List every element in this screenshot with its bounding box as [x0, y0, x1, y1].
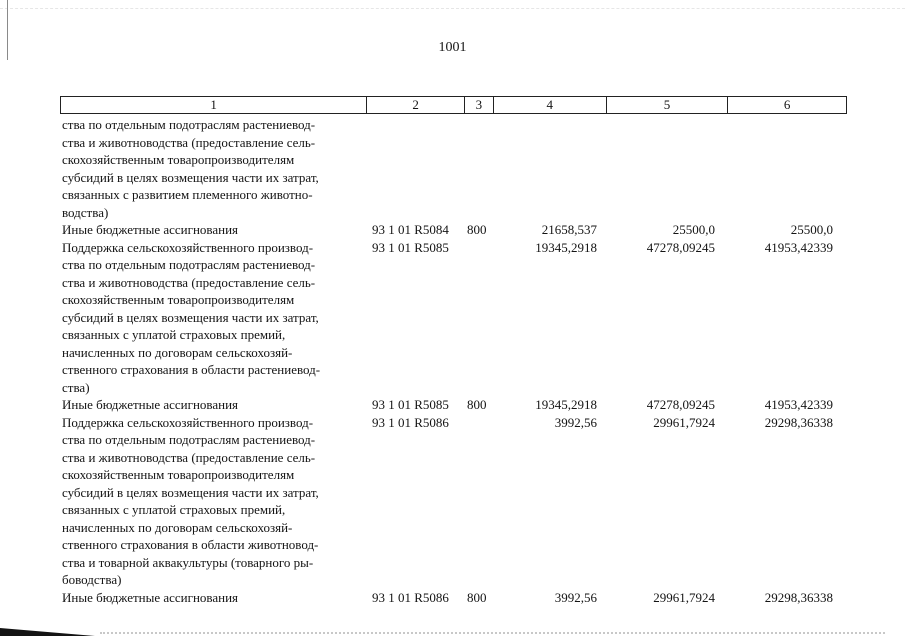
description-line: скохозяйственным товаропроизводителям [62, 467, 295, 482]
row-description [62, 116, 364, 221]
row-amount-col5: 47278,09245 [646, 239, 715, 255]
description-line: ства и товарной аквакультуры (товарного ры- [62, 554, 314, 570]
row-amount-col4: 3992,56 [554, 414, 597, 430]
table-row [62, 396, 852, 414]
row-amount-col6 [727, 116, 845, 221]
table-row [62, 414, 852, 589]
row-target-code [372, 116, 462, 221]
description-line: ства по отдельным подотраслям растениевод- [62, 117, 316, 132]
row-amount-col6: 41953,42339 [764, 397, 833, 412]
description-line: Иные бюджетные ассигнования [62, 589, 239, 605]
row-target-code: 93 1 01 R5086 [372, 589, 449, 605]
description-line: ства по отдельным подотраслям растениевод- [62, 257, 316, 272]
table-body [62, 116, 852, 606]
row-expense-group [462, 414, 492, 589]
row-expense-group: 800 [467, 397, 487, 412]
row-target-code: 93 1 01 R5085 [372, 239, 449, 255]
description-line: ственного страхования в области животновод- [62, 537, 319, 552]
description-line: ства и животноводства (предоставление сель- [62, 274, 316, 290]
row-amount-col4: 3992,56 [554, 589, 597, 605]
description-line: начисленных по договорам сельскохозяй- [62, 519, 293, 535]
table-header [60, 96, 847, 114]
description-line: ства и животноводства (предоставление сель- [62, 134, 316, 150]
row-description [62, 414, 364, 589]
scan-artifact-top [0, 0, 905, 9]
row-target-code: 93 1 01 R5084 [372, 222, 449, 237]
row-description [62, 396, 364, 414]
description-line: скохозяйственным товаропроизводителям [62, 152, 295, 167]
header-col-4: 4 [494, 97, 607, 113]
row-expense-group [462, 116, 492, 221]
description-line: Поддержка сельскохозяйственного производ- [62, 239, 314, 255]
header-col-1: 1 [61, 97, 367, 113]
description-line: Поддержка сельскохозяйственного производ- [62, 414, 314, 430]
description-line: связанных с развитием племенного животно- [62, 187, 313, 202]
row-amount-col5: 29961,7924 [653, 589, 715, 605]
row-expense-group: 800 [467, 589, 487, 605]
row-amount-col6: 25500,0 [790, 222, 833, 237]
table-row [62, 239, 852, 397]
row-expense-group: 800 [467, 222, 487, 237]
row-target-code: 93 1 01 R5085 [372, 397, 449, 412]
description-line: начисленных по договорам сельскохозяй- [62, 344, 293, 360]
scan-artifact-bottom [0, 622, 905, 640]
row-amount-col4 [492, 116, 605, 221]
description-line: Иные бюджетные ассигнования [62, 222, 239, 237]
description-line: скохозяйственным товаропроизводителям [62, 292, 295, 307]
description-line: связанных с уплатой страховых премий, [62, 502, 286, 517]
row-amount-col5: 29961,7924 [653, 414, 715, 430]
description-line: водства) [62, 204, 109, 220]
scan-artifact-wedge [0, 628, 95, 636]
description-line: субсидий в целях возмещения части их затрат, [62, 484, 319, 500]
page-number: 1001 [438, 40, 467, 55]
row-amount-col6: 29298,36338 [764, 589, 833, 605]
description-line: боводства) [62, 572, 122, 587]
description-line: ства) [62, 379, 90, 395]
table-row [62, 589, 852, 607]
description-line: ства по отдельным подотраслям растениевод- [62, 432, 316, 447]
description-line: ственного страхования в области растениевод- [62, 362, 321, 377]
scan-artifact-dots [100, 632, 885, 634]
row-amount-col4: 19345,2918 [535, 239, 597, 255]
row-expense-group [462, 239, 492, 397]
row-amount-col5: 25500,0 [672, 222, 715, 237]
header-col-6: 6 [783, 97, 791, 112]
header-col-5: 5 [607, 97, 729, 113]
row-amount-col6: 29298,36338 [764, 414, 833, 430]
row-description [62, 221, 364, 239]
row-description [62, 589, 364, 607]
description-line: субсидий в целях возмещения части их затрат, [62, 309, 319, 325]
header-col-2: 2 [367, 97, 465, 113]
row-description [62, 239, 364, 397]
row-amount-col5: 47278,09245 [646, 397, 715, 412]
row-target-code: 93 1 01 R5086 [372, 414, 449, 430]
row-amount-col4: 21658,537 [541, 222, 597, 237]
description-line: ства и животноводства (предоставление сель- [62, 449, 316, 465]
description-line: связанных с уплатой страховых премий, [62, 327, 286, 342]
row-amount-col5 [605, 116, 727, 221]
table-row [62, 116, 852, 221]
description-line: Иные бюджетные ассигнования [62, 397, 239, 412]
description-line: субсидий в целях возмещения части их затрат, [62, 169, 319, 185]
row-amount-col4: 19345,2918 [535, 397, 597, 412]
header-col-3: 3 [465, 97, 494, 113]
row-amount-col6: 41953,42339 [764, 239, 833, 255]
table-row [62, 221, 852, 239]
